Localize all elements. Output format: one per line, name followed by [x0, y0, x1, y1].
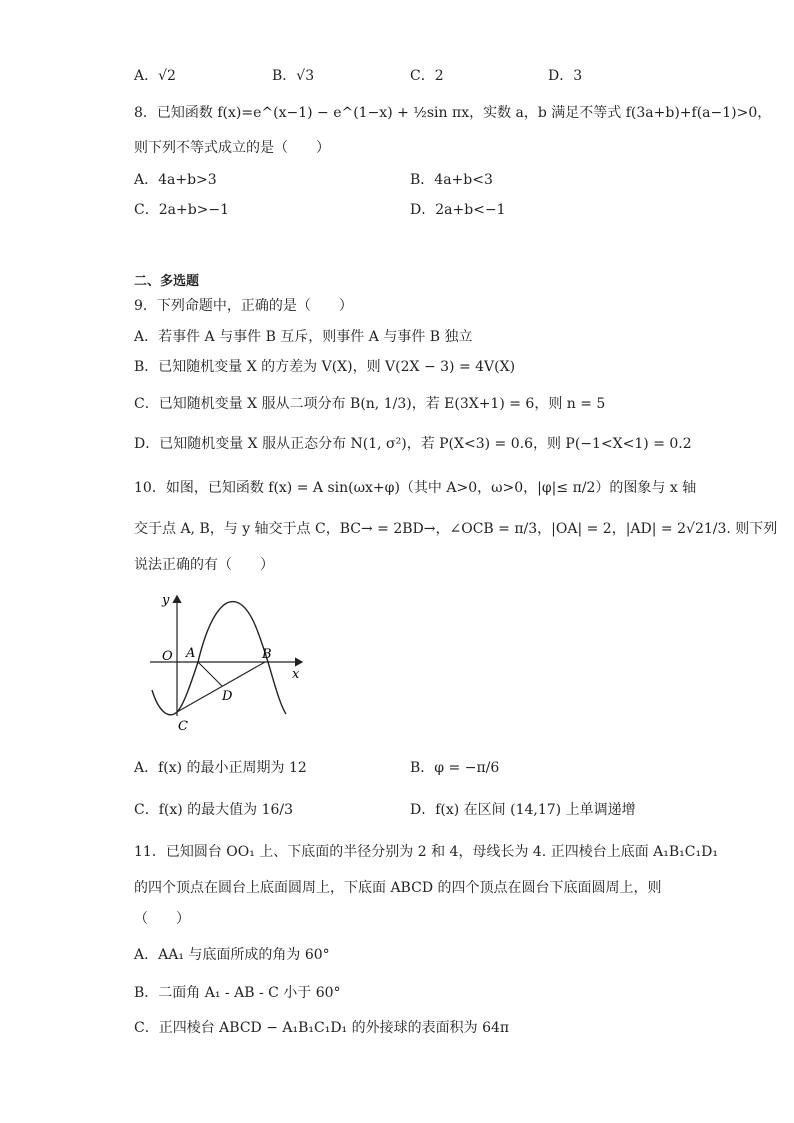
q9-option-b: B．已知随机变量 X 的方差为 V(X)，则 V(2X − 3) = 4V(X) [134, 359, 516, 375]
q11-option-a: A．AA₁ 与底面所成的角为 60° [134, 947, 330, 963]
q11-stem-line1: 11．已知圆台 OO₁ 上、下底面的半径分别为 2 和 4，母线长为 4. 正四棱台上底面 A₁B₁C₁D₁ [134, 844, 718, 860]
section-heading-multi-choice: 二、多选题 [134, 274, 200, 289]
q7-option-a: A．√2 [134, 68, 176, 84]
q10-option-d: D．f(x) 在区间 (14,17) 上单调递增 [410, 802, 636, 818]
q8-option-d: D．2a+b<−1 [410, 202, 506, 218]
label-b: B [262, 647, 272, 662]
q11-option-b: B．二面角 A₁ - AB - C 小于 60° [134, 985, 341, 1001]
q9-option-c: C．已知随机变量 X 服从二项分布 B(n, 1/3)，若 E(3X+1) = 6，则 n = 5 [134, 396, 606, 412]
segment-ad [198, 662, 222, 686]
q9-stem: 9．下列命题中，正确的是（ ） [134, 298, 353, 314]
q10-sine-graph-figure [140, 590, 310, 735]
q11-option-c: C．正四棱台 ABCD − A₁B₁C₁D₁ 的外接球的表面积为 64π [134, 1020, 510, 1036]
q8-option-c: C．2a+b>−1 [134, 202, 230, 218]
label-d: D [222, 689, 233, 704]
label-o: O [162, 649, 173, 664]
label-a: A [186, 646, 196, 661]
q10-option-c: C．f(x) 的最大值为 16/3 [134, 802, 294, 818]
label-c: C [178, 719, 188, 734]
q10-option-b: B．φ = −π/6 [410, 760, 500, 776]
q9-option-a: A．若事件 A 与事件 B 互斥，则事件 A 与事件 B 独立 [134, 329, 473, 345]
q8-option-a: A．4a+b>3 [134, 172, 217, 188]
q8-stem-line1: 8．已知函数 f(x)=e^(x−1) − e^(1−x) + ½sin πx，实数 a，b 满足不等式 f(3a+b)+f(a−1)>0， [134, 105, 772, 121]
q11-stem-line3: （ ） [134, 911, 190, 927]
q7-option-c: C．2 [410, 68, 444, 84]
label-x: x [292, 667, 300, 682]
q10-stem-line2: 交于点 A, B，与 y 轴交于点 C，BC→ = 2BD→，∠OCB = π/3，|OA| = 2，|AD| = 2√21/3. 则下列 [134, 521, 778, 537]
q9-option-d: D．已知随机变量 X 服从正态分布 N(1, σ²)，若 P(X<3) = 0.6，则 P(−1<X<1) = 0.2 [134, 436, 692, 452]
q11-stem-line2: 的四个顶点在圆台上底面圆周上，下底面 ABCD 的四个顶点在圆台下底面圆周上，则 [134, 880, 662, 896]
q8-stem-line2: 则下列不等式成立的是（ ） [134, 140, 330, 156]
q10-stem-line3: 说法正确的有（ ） [134, 557, 274, 573]
q8-option-b: B．4a+b<3 [410, 172, 493, 188]
q10-stem-line1: 10．如图，已知函数 f(x) = A sin(ωx+φ)（其中 A>0，ω>0，|φ|≤ π/2）的图象与 x 轴 [134, 480, 697, 496]
q7-option-d: D．3 [548, 68, 583, 84]
q10-option-a: A．f(x) 的最小正周期为 12 [134, 760, 307, 776]
segment-cb [177, 662, 265, 712]
label-y: y [162, 593, 170, 608]
q7-option-b: B．√3 [272, 68, 315, 84]
